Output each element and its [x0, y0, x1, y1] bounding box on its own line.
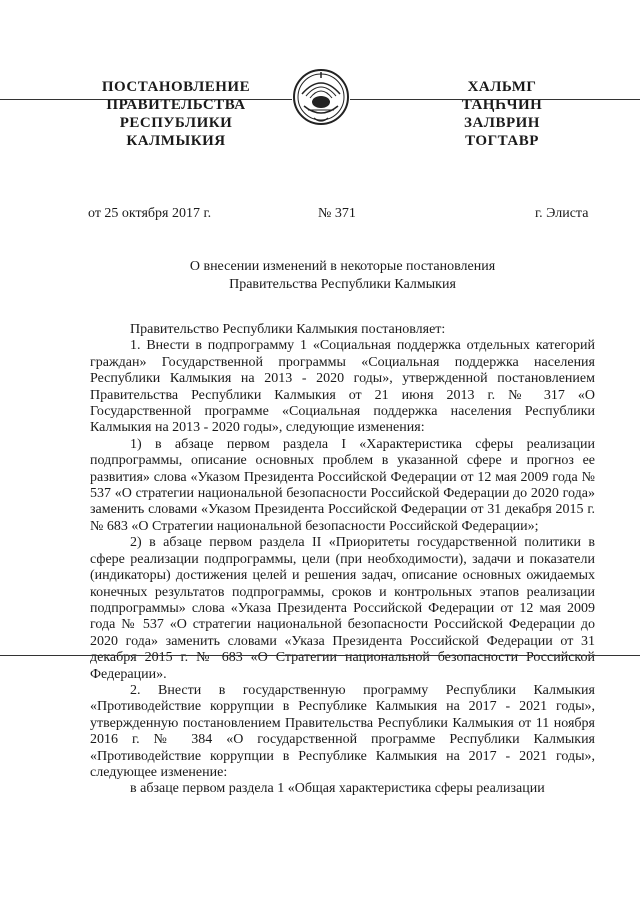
document-date: от 25 октября 2017 г.: [88, 206, 212, 221]
document-title: [90, 258, 595, 294]
header-right-line-2: ТАҢҺЧИН: [461, 97, 543, 113]
header-rule-right: [350, 99, 640, 100]
header-right-block: [442, 78, 562, 150]
body-paragraph-5: в абзаце первом раздела 1 «Общая характеристика сферы реализации: [130, 781, 545, 797]
header-left-line-3: РЕСПУБЛИКИ: [119, 115, 233, 131]
body-paragraph-1: 1. Внести в подпрограмму 1 «Социальная поддержка отдельных категорий граждан» Государственной программы «Социальная поддержка населения Республики Калмыкия на 2013 - 2020 годы», утвержденной постановлением Правительства Республики Калмыкия от 21 июня 2013 г. № 317 «О Государственной программе «Социальная поддержка населения Республики Калмыкия на 2013 - 2020 годы», следующие изменения:: [90, 338, 595, 436]
document-body: [90, 322, 595, 798]
scan-rule-line: [0, 655, 640, 656]
header-right-line-3: ЗАЛВРИН: [464, 115, 540, 131]
body-paragraph-2: 1) в абзаце первом раздела I «Характеристика сферы реализации подпрограммы, описание основных проблем в указанной сфере и прогноз ее развития» слова «Указом Президента Российской Федерации от 12 мая 2009 года № 537 «О стратегии национальной безопасности Российской Федерации до 2020 года» заменить словами «Указом Президента Российской Федерации от 31 декабря 2015 г. № 683 «О Стратегии национальной безопасности Российской Федерации»;: [90, 436, 595, 534]
body-paragraph-3: 2) в абзаце первом раздела II «Приоритеты государственной политики в сфере реализации подпрограммы, цели (при необходимости), задачи и показатели (индикаторы) достижения целей и решения задач, описание основных ожидаемых конечных результатов подпрограммы, сроков и контрольных этапов реализации подпрограммы» слова «Указа Президента Российской Федерации от 12 мая 2009 года № 537 «О стратегии национальной безопасности Российской Федерации до 2020 года» заменить словами «Указа Президента Российской Федерации от 31 декабря 2015 г. № 683 «О Стратегии национальной безопасности Российской Федерации».: [90, 535, 595, 682]
header-left-line-1: ПОСТАНОВЛЕНИЕ: [101, 79, 251, 95]
header-left-block: [92, 78, 260, 150]
header-right-line-1: ХАЛЬМГ: [467, 79, 537, 95]
kalmykia-emblem-icon: [292, 64, 350, 130]
body-intro: Правительство Республики Калмыкия постановляет:: [130, 322, 446, 337]
document-title-line-2: Правительства Республики Калмыкия: [229, 277, 456, 292]
header-left-line-4: КАЛМЫКИЯ: [126, 133, 226, 149]
document-city: г. Элиста: [535, 206, 589, 221]
document-number: № 371: [318, 206, 356, 221]
header-rule-left: [0, 99, 292, 100]
document-title-line-1: О внесении изменений в некоторые постановления: [189, 259, 496, 274]
body-paragraph-4: 2. Внести в государственную программу Республики Калмыкия «Противодействие коррупции в Республике Калмыкия на 2017 - 2021 годы», утвержденную постановлением Правительства Республики Калмыкия от 11 ноября 2016 г. № 384 «О государственной программе Республики Калмыкия «Противодействие коррупции в Республике Калмыкия на 2017 - 2021 годы», следующее изменение:: [90, 682, 595, 780]
header-right-line-4: ТОГТАВР: [465, 133, 539, 149]
header-left-line-2: ПРАВИТЕЛЬСТВА: [106, 97, 246, 113]
